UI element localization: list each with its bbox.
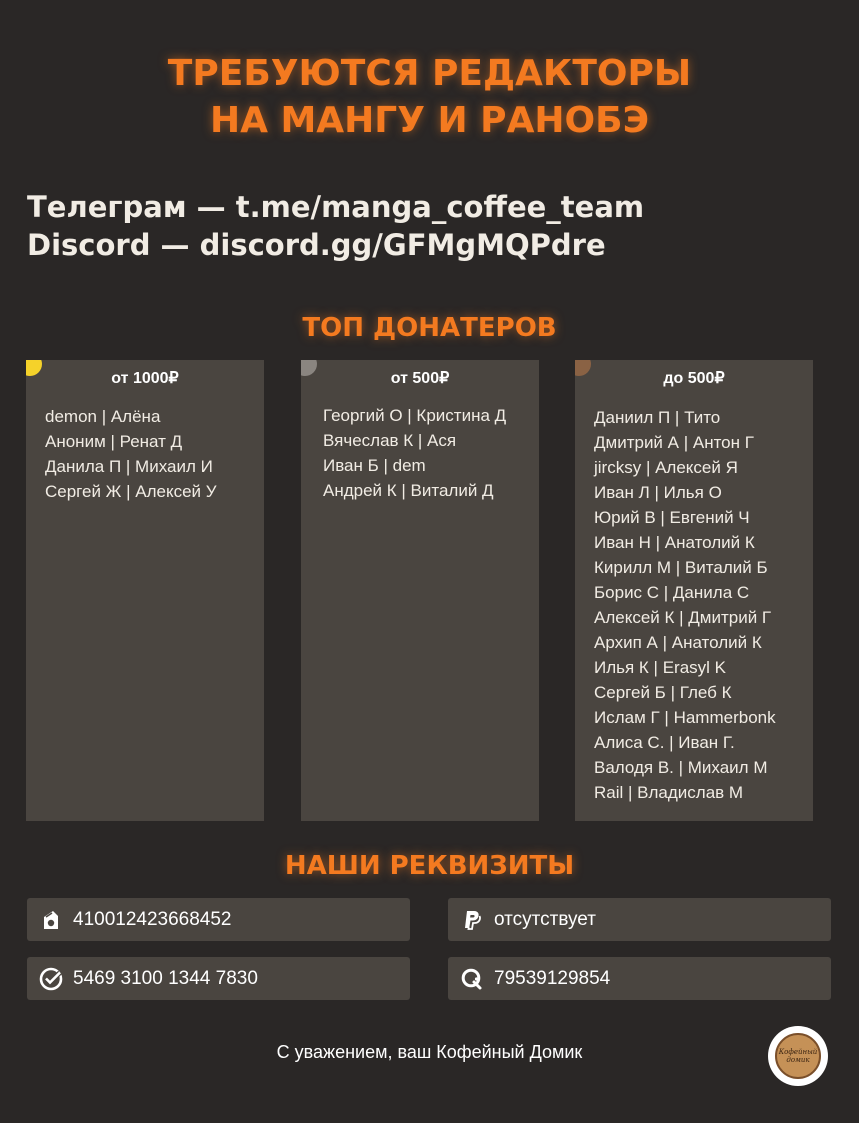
list-item: Сергей Ж | Алексей У — [45, 482, 217, 501]
donor-column-1000 — [26, 360, 264, 821]
column-header: до 500₽ — [663, 370, 725, 387]
list-item: Данила П | Михаил И — [45, 457, 213, 476]
yoomoney-card[interactable] — [27, 898, 410, 941]
donor-column-under-500 — [575, 360, 813, 821]
contact-links — [27, 188, 644, 264]
donor-list — [594, 405, 813, 805]
column-header: от 1000₽ — [111, 370, 179, 387]
recruitment-headline — [0, 50, 859, 144]
list-item: Сергей Б | Глеб К — [594, 683, 732, 702]
list-item: Иван Л | Илья О — [594, 483, 722, 502]
top-donors-title: ТОП ДОНАТЕРОВ — [302, 313, 557, 343]
list-item: Аноним | Ренат Д — [45, 432, 183, 451]
list-item: Ислам Г | Hammerbonk — [594, 708, 776, 727]
list-item: Архип А | Анатолий К — [594, 633, 762, 652]
list-item: Дмитрий А | Антон Г — [594, 433, 754, 452]
list-item: Илья К | Erasyl K — [594, 658, 726, 677]
qiwi-icon — [460, 967, 484, 991]
yoomoney-number[interactable]: 410012423668452 — [73, 909, 232, 930]
list-item: Алексей К | Дмитрий Г — [594, 608, 772, 627]
headline-line-1: ТРЕБУЮТСЯ РЕДАКТОРЫ — [167, 53, 692, 94]
donor-column-500 — [301, 360, 539, 821]
list-item: Алиса С. | Иван Г. — [594, 733, 735, 752]
donor-list — [323, 403, 539, 503]
footer-signature: С уважением, ваш Кофейный Домик — [276, 1042, 583, 1062]
logo-text: Кофейный домик — [775, 1033, 821, 1079]
coffee-house-logo — [768, 1026, 828, 1086]
column-header: от 500₽ — [390, 370, 450, 387]
list-item: Кирилл М | Виталий Б — [594, 558, 768, 577]
list-item: Вячеслав К | Ася — [323, 431, 457, 450]
list-item: Даниил П | Тито — [594, 408, 721, 427]
paypal-status: отсутствует — [494, 909, 596, 930]
requisites-title: НАШИ РЕКВИЗИТЫ — [284, 851, 575, 881]
discord-link[interactable]: Discord — discord.gg/GFMgMQPdre — [27, 228, 606, 262]
sberbank-card-number[interactable]: 5469 3100 1344 7830 — [73, 968, 258, 989]
list-item: Борис С | Данила С — [594, 583, 750, 602]
list-item: Rail | Владислав М — [594, 783, 744, 802]
headline-line-2: НА МАНГУ И РАНОБЭ — [209, 100, 650, 141]
list-item: Иван Н | Анатолий К — [594, 533, 755, 552]
paypal-card[interactable] — [448, 898, 831, 941]
list-item: Юрий В | Евгений Ч — [594, 508, 750, 527]
donor-list — [45, 404, 264, 504]
list-item: Иван Б | dem — [323, 456, 426, 475]
paypal-icon — [460, 908, 484, 932]
list-item: Валодя В. | Михаил М — [594, 758, 768, 777]
qiwi-card[interactable] — [448, 957, 831, 1000]
list-item: Георгий О | Кристина Д — [323, 406, 507, 425]
sberbank-card[interactable] — [27, 957, 410, 1000]
list-item: jircksy | Алексей Я — [594, 458, 738, 477]
list-item: demon | Алёна — [45, 407, 161, 426]
yoomoney-icon — [39, 908, 63, 932]
qiwi-number[interactable]: 79539129854 — [494, 968, 611, 989]
sberbank-icon — [39, 967, 63, 991]
list-item: Андрей К | Виталий Д — [323, 481, 494, 500]
telegram-link[interactable]: Телеграм — t.me/manga_coffee_team — [27, 190, 645, 224]
